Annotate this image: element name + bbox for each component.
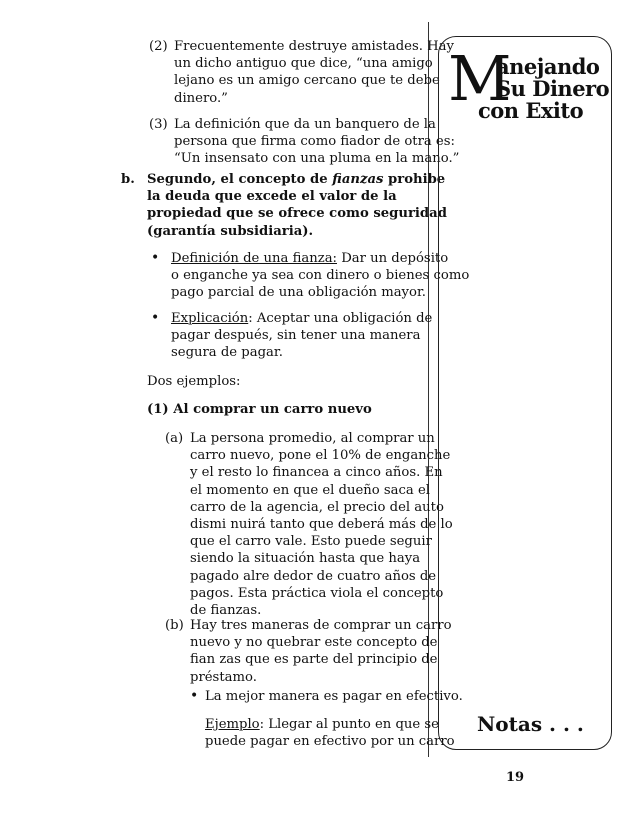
item-b-text: Hay tres maneras de comprar un carro nuevo y no quebrar este concepto de fian zas que es parte del principio de préstamo.: [190, 618, 452, 685]
bullet-definicion-text: Definición de una fianza: Dar un depósito o enganche ya sea con dinero o bienes como pago parcial de una obligación mayor.: [171, 251, 470, 301]
bullet-definicion-mark: •: [151, 250, 160, 266]
notes-panel: [438, 36, 612, 750]
ejemplo-term: Ejemplo: [205, 717, 260, 732]
bullet-mejor-manera-mark: •: [190, 688, 199, 704]
title-line-2: Su Dinero: [496, 76, 610, 101]
title-line-1: anejando: [496, 54, 600, 79]
notas-label: Notas . . .: [477, 712, 584, 736]
title-initial-m: M: [448, 42, 512, 115]
dos-ejemplos-label: Dos ejemplos:: [147, 374, 241, 389]
bullet-mejor-manera-text: La mejor manera es pagar en efectivo.: [205, 689, 463, 704]
item-a-number: (a): [165, 431, 184, 446]
bullet-explicacion-mark: •: [151, 310, 160, 326]
item-2-text: Frecuentemente destruye amistades. Hay un dicho antiguo que dice, “una amigo lejano es un amigo cercano que te debe dinero.”: [174, 39, 454, 106]
section-b-heading: Segundo, el concepto de fianzas prohibe la deuda que excede el valor de la propiedad que se ofrece como seguridad (garantía subsidiaria).: [147, 172, 447, 239]
ejemplo-text: Ejemplo: Llegar al punto en que se puede pagar en efectivo por un carro: [205, 717, 455, 750]
page-number: 19: [506, 770, 525, 785]
item-2-number: (2): [149, 39, 168, 54]
item-3-text: La definición que da un banquero de la persona que firma como fiador de otra es: “Un insensato con una pluma en la mano.”: [174, 117, 460, 167]
item-b-number: (b): [165, 618, 184, 633]
item-a-text: La persona promedio, al comprar un carro nuevo, pone el 10% de enganche y el resto lo financea a cinco años. En el momento en que el dueño saca el carro de la agencia, el precio del auto dismi nuirá tanto que deberá más de lo que el carro vale. Esto puede seguir siendo la situación hasta que haya pagado alre dedor de cuatro años de pagos. Esta práctica viola el concepto de fianzas.: [190, 431, 453, 619]
definicion-term: Definición de una fianza:: [171, 251, 337, 266]
section-b-letter: b.: [121, 172, 135, 187]
explicacion-term: Explicación: [171, 311, 249, 326]
title-line-3: con Exito: [478, 98, 584, 123]
bullet-explicacion-text: Explicación: Aceptar una obligación de pagar después, sin tener una manera segura de pagar.: [171, 311, 433, 361]
example-1-heading: (1) Al comprar un carro nuevo: [147, 402, 372, 417]
item-3-number: (3): [149, 117, 168, 132]
